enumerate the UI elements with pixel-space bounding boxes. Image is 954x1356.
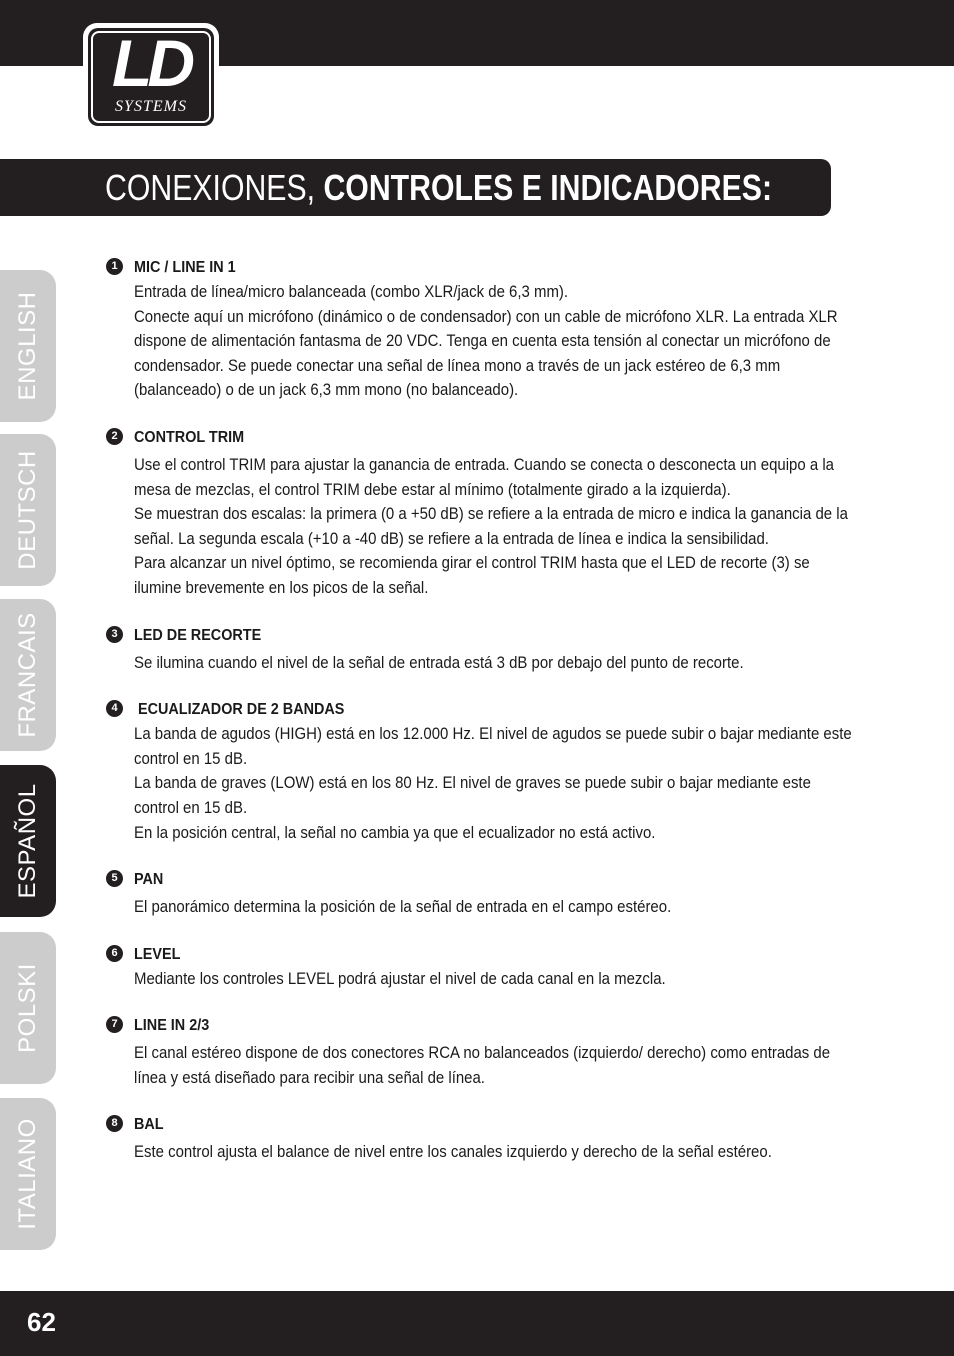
tab-espanol-label: ESPAÑOL: [14, 783, 41, 899]
tab-francais-label: FRANCAIS: [14, 612, 41, 738]
tab-polski-label: POLSKI: [14, 963, 41, 1053]
item-description: [134, 651, 856, 676]
control-item: [106, 624, 866, 676]
item-number-badge: 3: [106, 626, 123, 643]
item-number-badge: 8: [106, 1115, 123, 1132]
control-item: [106, 1014, 866, 1090]
tab-polski[interactable]: [0, 932, 56, 1084]
page-number: 62: [27, 1307, 56, 1337]
tab-espanol[interactable]: [0, 765, 56, 917]
page-title-bold: CONTROLES E INDICADORES:: [323, 167, 773, 208]
item-heading: BAL: [134, 1116, 164, 1134]
item-heading: CONTROL TRIM: [134, 428, 245, 446]
logo-systems-text: SYSTEMS: [115, 98, 187, 115]
item-description: [134, 453, 856, 601]
item-description: [134, 1140, 856, 1165]
item-paragraph: Use el control TRIM para ajustar la ganancia de entrada. Cuando se conecta o desconecta un equipo a la mesa de mezclas, el control TRIM debe estar al mínimo (totalmente girado a la izquierda).: [134, 454, 834, 499]
item-paragraph: Entrada de línea/micro balanceada (combo XLR/jack de 6,3 mm).: [134, 282, 569, 301]
item-paragraph: En la posición central, la señal no cambia ya que el ecualizador no está activo.: [134, 822, 656, 842]
item-paragraph: Conecte aquí un micrófono (dinámico o de condensador) con un cable de micrófono XLR. La entrada XLR dispone de alimentación fantasma de 20 VDC. Tenga en cuenta esta tensión al conectar un micrófono de condensador. Se puede conectar una señal de línea mono a través de un jack estéreo de 6,3 mm (balanceado) o de un jack 6,3 mm mono (no balanceado).: [134, 306, 838, 400]
item-heading: PAN: [134, 871, 164, 889]
item-heading: MIC / LINE IN 1: [134, 259, 236, 276]
item-heading: LINE IN 2/3: [134, 1017, 210, 1035]
item-number-badge: 1: [106, 258, 123, 275]
page-title: [105, 159, 772, 216]
ld-systems-logo: [83, 23, 219, 131]
logo-badge: [88, 28, 214, 126]
tab-francais[interactable]: [0, 599, 56, 751]
item-number-badge: 4: [106, 700, 123, 717]
bottom-bar: [0, 1291, 954, 1356]
item-paragraph: Se ilumina cuando el nivel de la señal de entrada está 3 dB por debajo del punto de recorte.: [134, 652, 744, 672]
page-title-light: CONEXIONES,: [105, 167, 316, 208]
item-number-badge: 5: [106, 870, 123, 887]
title-bar: [0, 159, 831, 216]
item-paragraph: Mediante los controles LEVEL podrá ajustar el nivel de cada canal en la mezcla.: [134, 968, 666, 988]
item-heading: LED DE RECORTE: [134, 626, 262, 644]
item-paragraph: El panorámico determina la posición de la señal de entrada en el campo estéreo.: [134, 897, 672, 917]
item-number-badge: 7: [106, 1016, 123, 1033]
control-item: [106, 698, 866, 845]
tab-italiano-label: ITALIANO: [14, 1118, 41, 1230]
item-heading: ECUALIZADOR DE 2 BANDAS: [134, 701, 345, 719]
item-paragraph: El canal estéreo dispone de dos conectores RCA no balanceados (izquierdo/ derecho) como entradas de línea y está diseñado para recibir una señal de línea.: [134, 1043, 831, 1087]
item-paragraph: Se muestran dos escalas: la primera (0 a +50 dB) se refiere a la entrada de micro e indica la ganancia de la señal. La segunda escala (+10 a -40 dB) se refiere a la entrada de línea e indica la sensibilidad.: [134, 504, 848, 548]
item-description: [134, 722, 856, 845]
item-paragraph: La banda de agudos (HIGH) está en los 12.000 Hz. El nivel de agudos se puede subir o bajar mediante este control en 15 dB.: [134, 724, 852, 768]
item-description: [134, 280, 856, 403]
item-paragraph: Para alcanzar un nivel óptimo, se recomienda girar el control TRIM hasta que el LED de recorte (3) se ilumine brevemente en los picos de la señal.: [134, 553, 810, 597]
control-item: [106, 868, 866, 920]
logo-ld-text: LD: [112, 28, 190, 100]
item-paragraph: La banda de graves (LOW) está en los 80 Hz. El nivel de graves se puede subir o bajar mediante este control en 15 dB.: [134, 773, 811, 817]
controls-list: [106, 256, 866, 1188]
item-description: [134, 895, 856, 920]
control-item: [106, 256, 866, 403]
control-item: [106, 943, 866, 992]
item-description: [134, 1041, 856, 1090]
item-number-badge: 6: [106, 945, 123, 962]
tab-english[interactable]: [0, 270, 56, 422]
control-item: [106, 426, 866, 601]
tab-english-label: ENGLISH: [14, 291, 41, 401]
tab-deutsch-label: DEUTSCH: [14, 450, 41, 570]
item-heading: LEVEL: [134, 945, 181, 963]
tab-italiano[interactable]: [0, 1098, 56, 1250]
item-number-badge: 2: [106, 428, 123, 445]
control-item: [106, 1113, 866, 1165]
tab-deutsch[interactable]: [0, 434, 56, 586]
item-description: [134, 967, 856, 992]
item-paragraph: Este control ajusta el balance de nivel entre los canales izquierdo y derecho de la señal estéreo.: [134, 1142, 772, 1162]
